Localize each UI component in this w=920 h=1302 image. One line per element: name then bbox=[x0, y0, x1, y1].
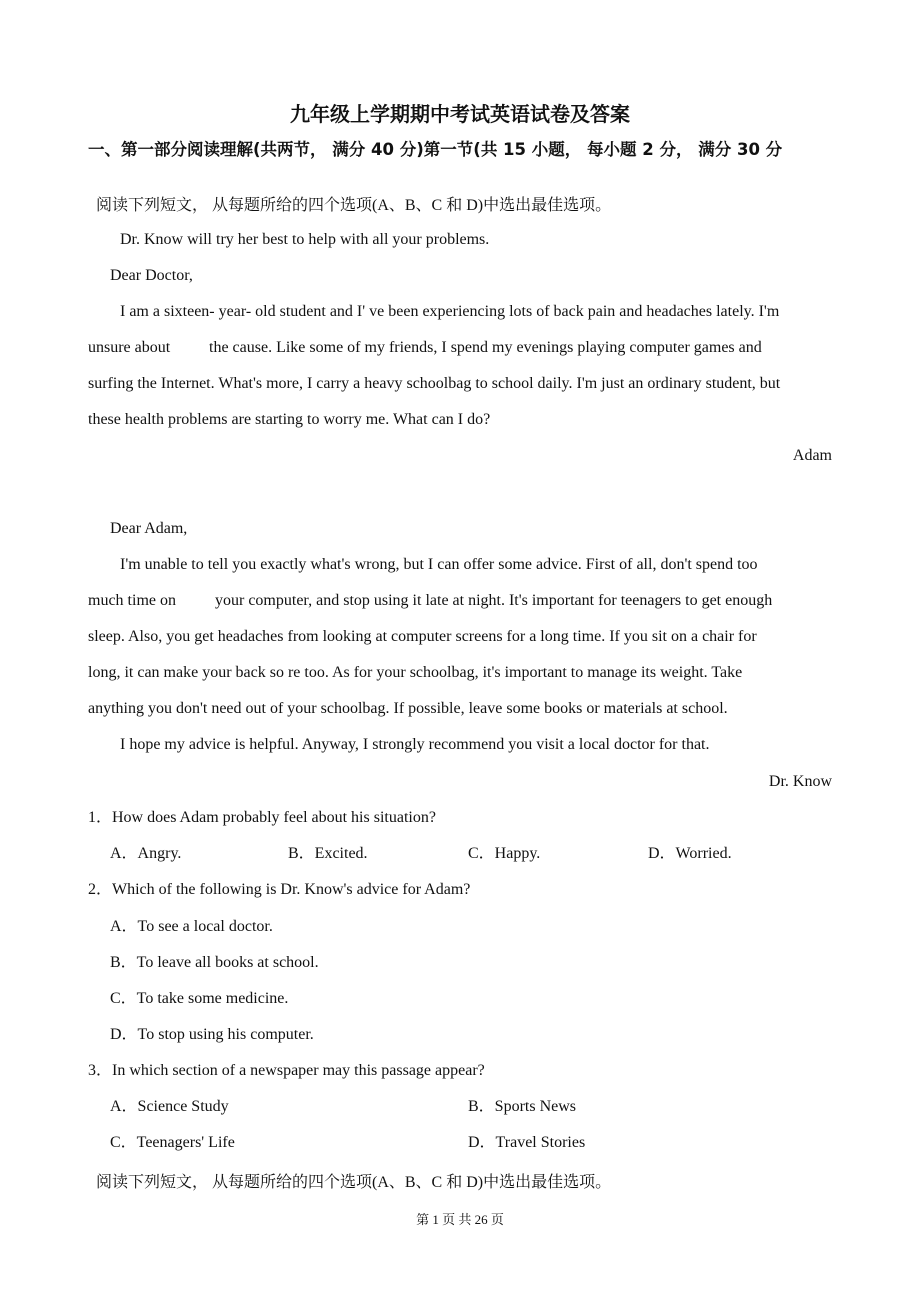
letter2-greeting: Dear Adam, bbox=[110, 520, 188, 537]
section-header: 一、第一部分阅读理解(共两节， 满分 40 分)第一节(共 15 小题， 每小题 2 分， 满分 30 分 bbox=[88, 140, 783, 159]
letter2-line: long, it can make your back so re too. As for your schoolbag, it's important to manage its weight. Take bbox=[88, 664, 743, 681]
option-c: C．Teenagers' Life bbox=[110, 1134, 235, 1151]
letter1-line: I am a sixteen- year- old student and I' ve been experiencing lots of back pain and headaches lately. I'm bbox=[120, 303, 780, 320]
option-d: D．Travel Stories bbox=[468, 1134, 586, 1151]
option-a: A．To see a local doctor. bbox=[110, 918, 273, 935]
option-b: B．Excited. bbox=[288, 845, 368, 862]
reading-instruction-2: 阅读下列短文， 从每题所给的四个选项(A、B、C 和 D)中选出最佳选项。 bbox=[96, 1174, 612, 1191]
option-a: A．Science Study bbox=[110, 1098, 229, 1115]
question-stem: 3．In which section of a newspaper may this passage appear? bbox=[88, 1062, 485, 1079]
option-c: C．To take some medicine. bbox=[110, 990, 289, 1007]
letter2-signature: Dr. Know bbox=[768, 773, 832, 790]
letter2-line: your computer, and stop using it late at night. It's important for teenagers to get enough bbox=[215, 592, 773, 609]
option-d: D．To stop using his computer. bbox=[110, 1026, 314, 1043]
option-d: D．Worried. bbox=[648, 845, 732, 862]
letter2-line: sleep. Also, you get headaches from looking at computer screens for a long time. If you sit on a chair for bbox=[88, 628, 757, 645]
question-stem: 2．Which of the following is Dr. Know's advice for Adam? bbox=[88, 881, 471, 898]
letter1-line: the cause. Like some of my friends, I spend my evenings playing computer games and bbox=[209, 339, 762, 356]
letter2-line: I'm unable to tell you exactly what's wrong, but I can offer some advice. First of all, don't spend too bbox=[120, 556, 758, 573]
option-b: B．To leave all books at school. bbox=[110, 954, 319, 971]
letter1-greeting: Dear Doctor, bbox=[110, 267, 193, 284]
letter1-line: unsure about bbox=[88, 339, 171, 356]
page-footer: 第 1 页 共 26 页 bbox=[416, 1212, 504, 1227]
letter2-line: much time on bbox=[88, 592, 176, 609]
page-title: 九年级上学期期中考试英语试卷及答案 bbox=[290, 102, 630, 126]
option-b: B．Sports News bbox=[468, 1098, 577, 1115]
option-c: C．Happy. bbox=[468, 845, 541, 862]
letter1-line: these health problems are starting to worry me. What can I do? bbox=[88, 411, 491, 428]
letter1-signature: Adam bbox=[792, 447, 832, 464]
letter1-line: surfing the Internet. What's more, I carry a heavy schoolbag to school daily. I'm just an ordinary student, but bbox=[88, 375, 781, 392]
letter2-line: anything you don't need out of your schoolbag. If possible, leave some books or materials at school. bbox=[88, 700, 728, 717]
question-stem: 1．How does Adam probably feel about his situation? bbox=[88, 809, 436, 826]
passage-intro: Dr. Know will try her best to help with all your problems. bbox=[120, 231, 490, 248]
letter2-line: I hope my advice is helpful. Anyway, I strongly recommend you visit a local doctor for that. bbox=[120, 736, 710, 753]
reading-instruction: 阅读下列短文， 从每题所给的四个选项(A、B、C 和 D)中选出最佳选项。 bbox=[96, 197, 612, 214]
option-a: A．Angry. bbox=[110, 845, 182, 862]
